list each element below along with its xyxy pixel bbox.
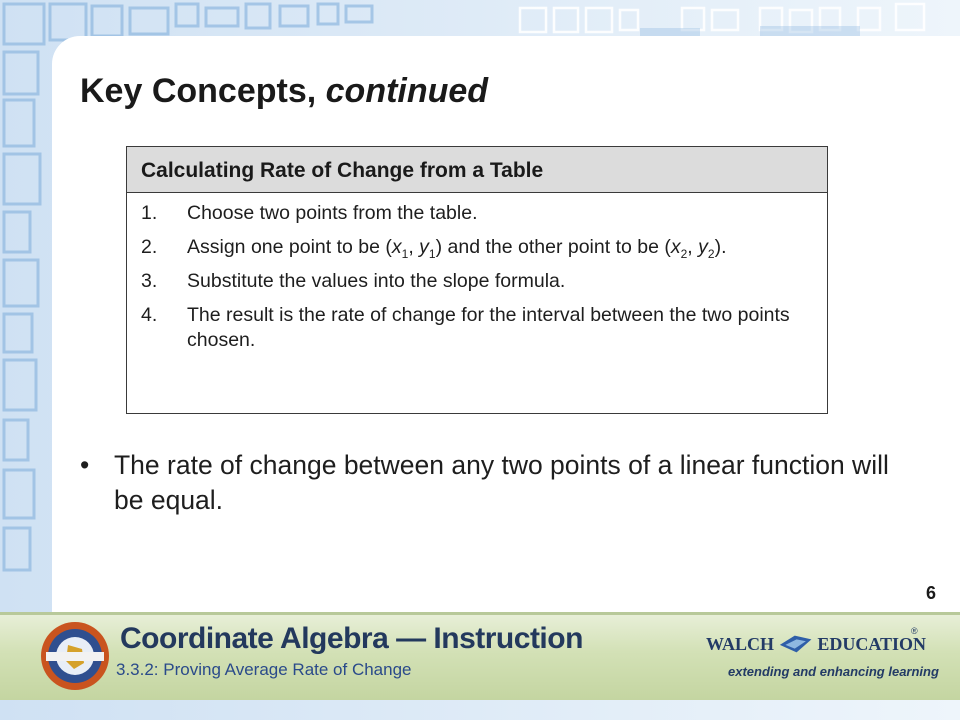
- table-header: Calculating Rate of Change from a Table: [127, 147, 827, 193]
- publisher-right-text: EDUCATION: [817, 633, 926, 654]
- list-item: [141, 303, 801, 353]
- list-item: [141, 235, 801, 260]
- step-number: 1.: [141, 202, 158, 224]
- step-number: 3.: [141, 270, 158, 292]
- registered-mark: ®: [911, 626, 918, 636]
- publisher-tagline: extending and enhancing learning: [728, 664, 939, 679]
- step-text: Substitute the values into the slope formula.: [187, 270, 566, 292]
- list-item: [141, 269, 801, 294]
- step-text: Assign one point to be ($x_1$, $y_1$) and the other point to be ($x_2$, $y_2$).: [187, 236, 727, 261]
- publisher-left-text: WALCH: [706, 633, 775, 654]
- walch-logo-icon: [778, 631, 813, 657]
- bullet-text: The rate of change between any two points of a linear function will be equal.: [114, 450, 889, 515]
- steps-table: [126, 146, 828, 414]
- step-number: 2.: [141, 236, 158, 258]
- publisher-logo: [706, 628, 926, 660]
- bullet-point: [80, 448, 900, 518]
- step-number: 4.: [141, 304, 158, 326]
- step-text: Choose two points from the table.: [187, 202, 478, 224]
- list-item: [141, 201, 801, 226]
- lesson-subtitle: 3.3.2: Proving Average Rate of Change: [116, 660, 412, 679]
- slide-title: Key Concepts, continued: [80, 72, 489, 110]
- slide-number: 6: [926, 583, 937, 603]
- bullet-icon: •: [80, 450, 90, 480]
- step-text: The result is the rate of change for the interval between the two points chosen.: [187, 304, 790, 351]
- steps-list: [127, 193, 827, 353]
- common-core-badge-icon: [38, 619, 112, 693]
- course-title: Coordinate Algebra — Instruction: [120, 622, 583, 655]
- footer-divider: [0, 612, 960, 615]
